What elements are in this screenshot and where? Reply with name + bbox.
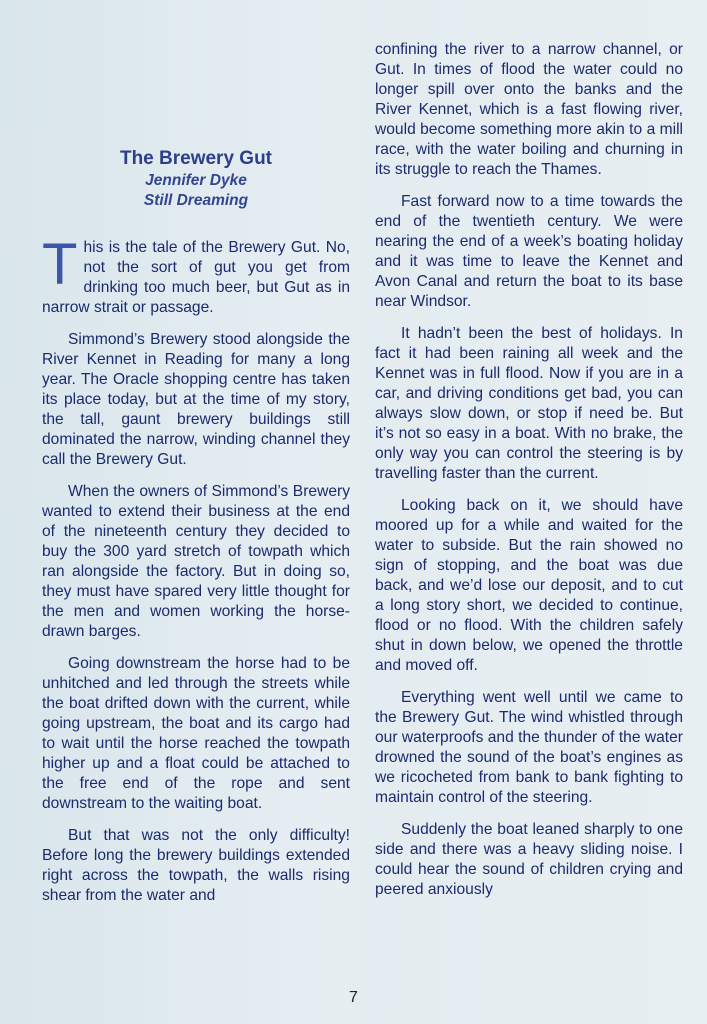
paragraph: It hadn’t been the best of holidays. In fact it had been raining all week and the Kennet was in full flood. Now if you are in a car, and driving conditions get bad, you can always slow down, or stop if need be. But it’s not so easy in a boat. With no brake, the only way you can control the steering is by travelling faster than the current. [375, 325, 683, 482]
author-name: Jennifer Dyke [145, 172, 247, 189]
article-title: The Brewery Gut [119, 148, 273, 169]
paragraph: But that was not the only difficulty! Before long the brewery buildings extended right across the towpath, the walls rising shear from the water and [42, 827, 350, 904]
paragraph: Simmond’s Brewery stood alongside the River Kennet in Reading for many a long year. The Oracle shopping centre has taken its place today, but at the time of my story, the tall, gaunt brewery buildings still dominated the narrow, winding channel they call the Brewery Gut. [42, 331, 350, 468]
left-column [42, 232, 350, 918]
paragraph: Everything went well until we came to the Brewery Gut. The wind whistled through our waterproofs and the thunder of the water drowned the sound of the boat’s engines as we ricocheted from bank to bank fighting to maintain control of the steering. [375, 689, 683, 806]
paragraph: Going downstream the horse had to be unhitched and led through the streets while the boat drifted down with the current, while going upstream, the boat and its cargo had to wait until the horse reached the towpath higher up and a float could be attached to the free end of the rope and sent downstream to the waiting boat. [42, 655, 350, 812]
paragraph: This is the tale of the Brewery Gut. No, not the sort of gut you get from drinking too much beer, but Gut as in narrow strait or passage. [42, 232, 350, 316]
paragraph: When the owners of Simmond’s Brewery wanted to extend their business at the end of the nineteenth century they decided to buy the 300 yard stretch of towpath which ran alongside the factory. But in doing so, they must have spared very little thought for the men and women working the horse-drawn barges. [42, 483, 350, 640]
right-column [375, 40, 683, 912]
paragraph: Suddenly the boat leaned sharply to one side and there was a heavy sliding noise. I could hear the sound of children crying and peered anxiously [375, 821, 683, 898]
paragraph: Fast forward now to a time towards the end of the twentieth century. We were nearing the end of a week’s boating holiday and it was time to leave the Kennet and Avon Canal and return the boat to its base near Windsor. [375, 193, 683, 310]
paragraph: Looking back on it, we should have moored up for a while and waited for the water to subside. But the rain showed no sign of stopping, and the boat was due back, and we’d lose our deposit, and to cut a long story short, we decided to continue, flood or no flood. With the children safely shut in down below, we opened the throttle and moved off. [375, 497, 683, 674]
page-number: 7 [349, 989, 358, 1006]
article-subtitle: Still Dreaming [143, 192, 249, 209]
drop-cap: T [42, 232, 78, 297]
paragraph: confining the river to a narrow channel, or Gut. In times of flood the water could no longer spill over onto the banks and the River Kennet, which is a fast flowing river, would become something more akin to a mill race, with the water boiling and churning in its struggle to reach the Thames. [375, 41, 683, 178]
article-header [42, 147, 350, 211]
